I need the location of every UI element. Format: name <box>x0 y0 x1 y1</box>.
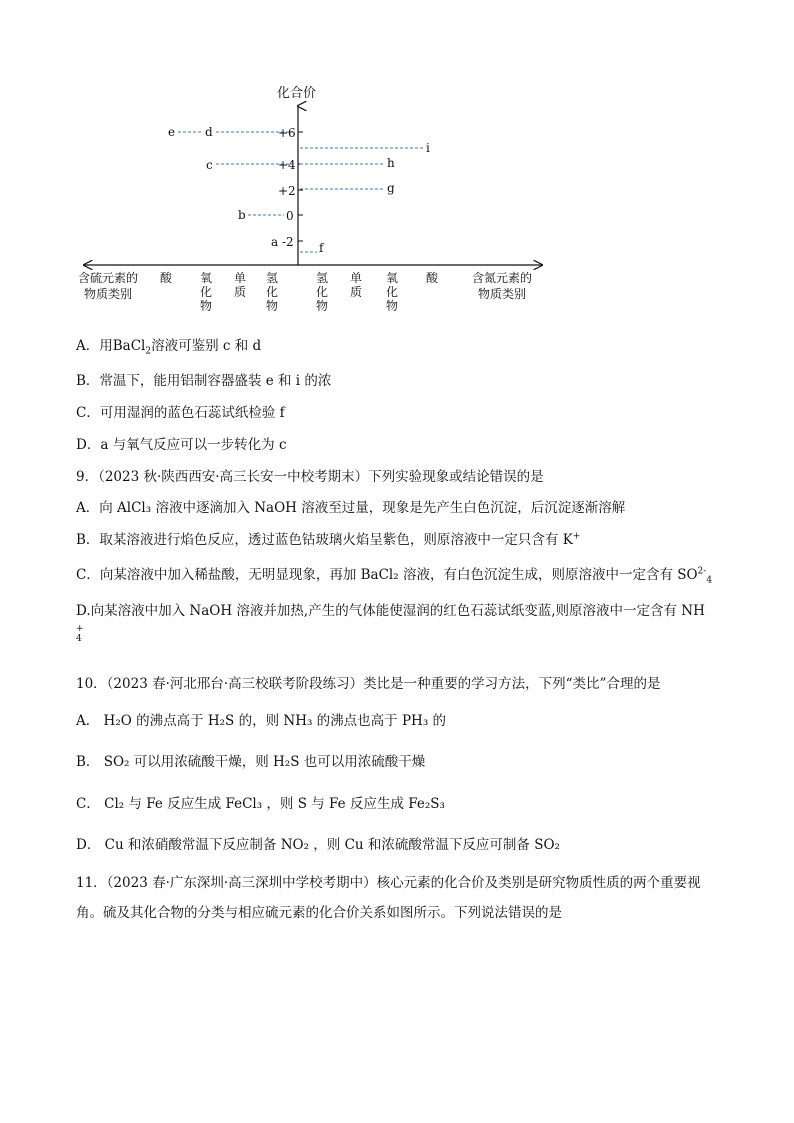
point-a: a <box>271 235 279 249</box>
q10-option-d: D． Cu 和浓硝酸常温下反应制备 NO₂ ，则 Cu 和浓硫酸常温下反应可制备 SO₂ <box>76 837 560 853</box>
valence-plus6: +6 <box>278 126 296 140</box>
category-s-hydride-1: 氢 <box>266 271 279 285</box>
category-s-hydride-3: 物 <box>266 299 279 313</box>
point-h: h <box>387 156 395 170</box>
axis-title: 化合价 <box>277 86 317 101</box>
q8-option-a: A．用BaCl$_2$溶液可鉴别 c 和 d <box>76 338 262 357</box>
category-s-oxide-1: 氧 <box>200 271 213 285</box>
category-n-acid: 酸 <box>426 271 439 285</box>
q9-option-b: B．取某溶液进行焰色反应，透过蓝色钴玻璃火焰呈紫色，则原溶液中一定只含有 K+ <box>76 531 581 548</box>
point-d: d <box>205 125 213 139</box>
point-f: f <box>319 241 324 255</box>
q10-option-c: C． Cl₂ 与 Fe 反应生成 FeCl₃ ，则 S 与 Fe 反应生成 Fe₂S₃ <box>76 796 445 812</box>
category-n-hydride-3: 物 <box>316 299 329 313</box>
q10-option-b: B． SO₂ 可以用浓硫酸干燥，则 H₂S 也可以用浓硫酸干燥 <box>76 754 426 770</box>
category-s-elem-1: 单 <box>234 271 247 285</box>
nitrogen-axis-label-2: 物质类别 <box>478 287 527 301</box>
category-n-hydride-1: 氢 <box>316 271 329 285</box>
valence-minus2: -2 <box>282 235 294 249</box>
sulfur-axis-label-1: 含硫元素的 <box>78 271 139 285</box>
valence-category-diagram <box>72 80 552 320</box>
point-e: e <box>168 125 176 139</box>
q8-option-c: C．可用湿润的蓝色石蕊试纸检验 f <box>76 405 285 421</box>
point-c: c <box>206 158 213 172</box>
q9-option-d: D.向某溶液中加入 NaOH 溶液并加热,产生的气体能使湿润的红色石蕊试纸变蓝,则原溶液中一定含有 NH <box>76 603 705 619</box>
valence-plus2: +2 <box>278 184 296 198</box>
category-s-acid: 酸 <box>160 271 173 285</box>
category-s-hydride-2: 化 <box>266 285 279 299</box>
category-s-oxide-3: 物 <box>200 299 213 313</box>
q9-option-c: C．向某溶液中加入稀盐酸，无明显现象，再加 BaCl₂ 溶液，有白色沉淀生成，则原溶液中一定含有 $SO^{2-}_4$ <box>76 566 713 586</box>
category-n-oxide-3: 物 <box>386 299 399 313</box>
valence-zero: 0 <box>286 209 294 223</box>
point-g: g <box>387 181 395 195</box>
point-i: i <box>426 141 430 155</box>
nitrogen-axis-label-1: 含氮元素的 <box>472 271 533 285</box>
category-n-elem-1: 单 <box>350 271 363 285</box>
category-n-hydride-2: 化 <box>316 285 329 299</box>
q8-option-b: B．常温下，能用铝制容器盛装 e 和 i 的浓 <box>76 373 332 389</box>
q8-option-d: D．a 与氧气反应可以一步转化为 c <box>76 437 287 453</box>
q11-stem-line2: 角。硫及其化合物的分类与相应硫元素的化合价关系如图所示。下列说法错误的是 <box>76 905 562 921</box>
point-b: b <box>238 208 246 222</box>
category-s-oxide-2: 化 <box>200 285 213 299</box>
q10-stem: 10．（2023 春·河北邢台·高三校联考阶段练习）类比是一种重要的学习方法，下列“类比”合理的是 <box>76 676 661 692</box>
category-n-oxide-1: 氧 <box>386 271 399 285</box>
sulfur-axis-label-2: 物质类别 <box>84 287 133 301</box>
q11-stem-line1: 11．（2023 春·广东深圳·高三深圳中学校考期中）核心元素的化合价及类别是研究物质性质的两个重要视 <box>76 875 701 891</box>
category-n-oxide-2: 化 <box>386 285 399 299</box>
category-n-elem-2: 质 <box>350 285 363 299</box>
q9-option-d-ion: + 4 <box>76 624 84 644</box>
q10-option-a: A． H₂O 的沸点高于 H₂S 的，则 NH₃ 的沸点也高于 PH₃ 的 <box>76 713 447 729</box>
category-s-elem-2: 质 <box>234 285 247 299</box>
q9-stem: 9．（2023 秋·陕西西安·高三长安一中校考期末）下列实验现象或结论错误的是 <box>76 469 544 485</box>
valence-plus4: +4 <box>278 158 296 172</box>
q9-option-a: A．向 AlCl₃ 溶液中逐滴加入 NaOH 溶液至过量，现象是先产生白色沉淀，后沉淀逐渐溶解 <box>76 500 626 516</box>
